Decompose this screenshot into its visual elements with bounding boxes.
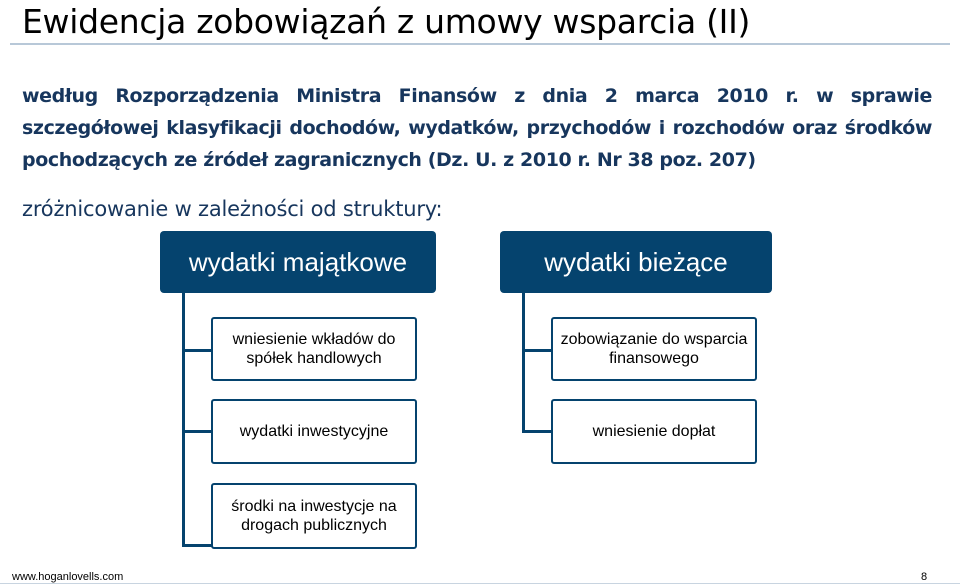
connector-left-1 (182, 349, 212, 352)
node-additional-payments: wniesienie dopłat (551, 399, 757, 464)
node-current-expenditures: wydatki bieżące (500, 231, 772, 293)
node-investment-expenditures: wydatki inwestycyjne (211, 399, 417, 464)
node-financial-support-obligation: zobowiązanie do wsparcia finansowego (551, 317, 757, 381)
footer-url: www.hoganlovells.com (12, 571, 124, 583)
connector-left-3 (182, 544, 212, 547)
page-number: 8 (921, 571, 928, 583)
regulation-text: według Rozporządzenia Ministra Finansów z dnia 2 marca 2010 r. w sprawie szczegółowej klasyfikacji dochodów, wydatków, przychodów i rozchodów oraz środków pochodzących ze źródeł zagranicznych (Dz. U. z 2010 r. Nr 38 poz. 207) (22, 85, 932, 171)
node-road-investment-funds: środki na inwestycje na drogach publicznych (211, 483, 417, 549)
title-divider (10, 43, 950, 45)
connector-left-vertical (182, 293, 185, 547)
structure-subtitle: zróżnicowanie w zależności od struktury: (22, 197, 443, 221)
slide-title: Ewidencja zobowiązań z umowy wsparcia (II) (22, 2, 751, 41)
node-contribution-to-companies: wniesienie wkładów do spółek handlowych (211, 317, 417, 381)
connector-right-1 (522, 349, 552, 352)
connector-left-2 (182, 430, 212, 433)
node-capital-expenditures: wydatki majątkowe (160, 231, 436, 293)
connector-right-2 (522, 430, 552, 433)
connector-right-vertical (522, 293, 525, 433)
